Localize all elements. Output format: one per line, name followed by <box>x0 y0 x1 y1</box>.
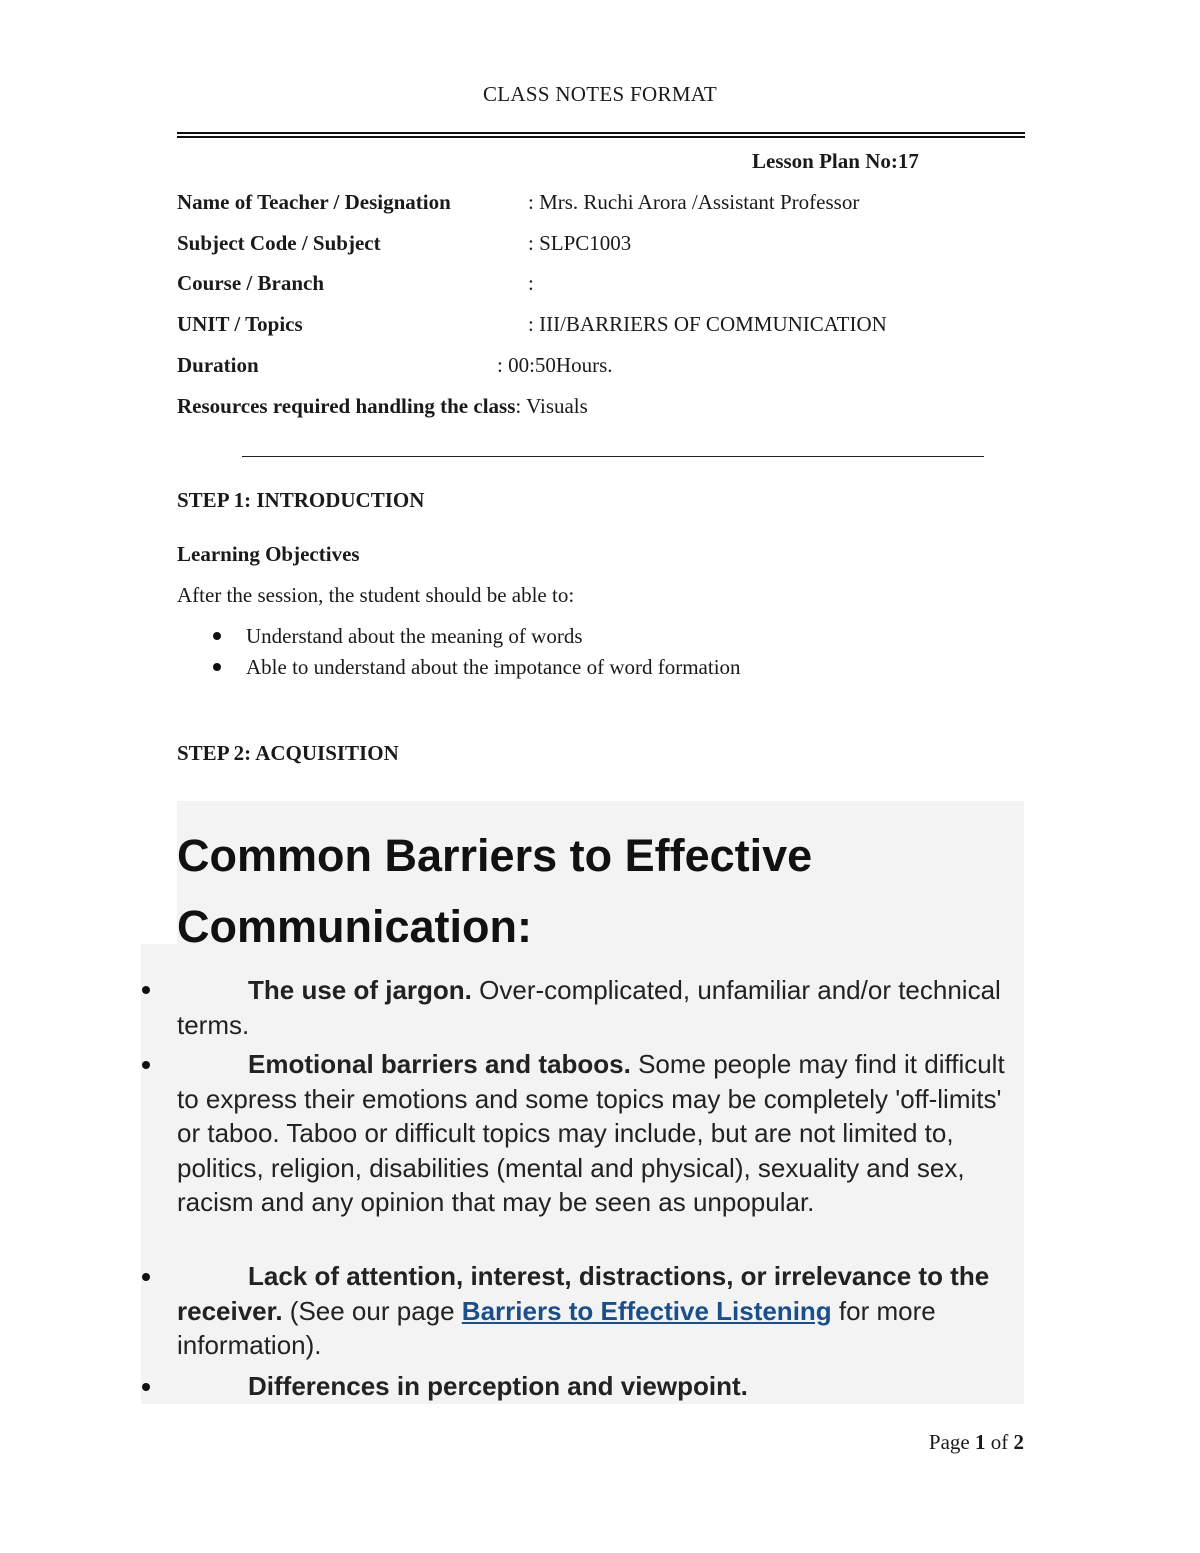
page-total: 2 <box>1013 1430 1024 1454</box>
page-of: of <box>990 1430 1009 1454</box>
barrier-title: Lack of attention, interest, distractions, or irrelevance to the receiver. <box>177 1261 990 1326</box>
barriers-heading: Common Barriers to Effective Communication: <box>177 830 813 952</box>
lesson-plan-number: Lesson Plan No:17 <box>752 149 919 173</box>
info-row-resources <box>177 394 588 419</box>
objectives-heading: Learning Objectives <box>177 542 360 566</box>
barrier-item-attention <box>177 1259 1027 1363</box>
info-row-teacher <box>177 190 860 215</box>
barrier-text: (See our page <box>282 1295 462 1326</box>
barrier-title: Emotional barriers and taboos. <box>248 1049 631 1079</box>
barrier-title: The use of jargon. <box>248 975 472 1005</box>
barrier-text: Some people may find it difficult to express their emotions and some topics may be completely 'off-limits' or taboo. Taboo or difficult topics may include, but are not limited to, politics, religion, disabilities (mental and physical), sexuality and sex, racism and any opinion that may be seen as unpopular. <box>177 1049 1005 1217</box>
info-value: : III/BARRIERS OF COMMUNICATION <box>528 312 887 336</box>
info-label: UNIT / Topics <box>177 312 303 336</box>
barrier-item-jargon <box>177 973 1027 1042</box>
barrier-text: Over-complicated, unfamiliar and/or technical terms. <box>177 975 1001 1040</box>
page-prefix: Page <box>928 1430 970 1454</box>
barrier-item-perception <box>177 1369 1027 1404</box>
objective-item <box>213 624 583 649</box>
section-divider <box>242 456 984 457</box>
info-label: Course / Branch <box>177 271 324 295</box>
barrier-item-emotional <box>177 1047 1027 1220</box>
info-label: Duration <box>177 353 259 377</box>
page-current: 1 <box>975 1430 986 1454</box>
resources-value: : Visuals <box>515 394 588 418</box>
barrier-title: Differences in perception and viewpoint. <box>248 1371 748 1401</box>
bullet-icon <box>142 1383 150 1391</box>
document-title: CLASS NOTES FORMAT <box>482 82 718 106</box>
info-value: : Mrs. Ruchi Arora /Assistant Professor <box>528 190 860 214</box>
bullet-icon <box>142 1061 150 1069</box>
page-number <box>929 1430 1024 1455</box>
header-double-rule <box>177 132 1025 138</box>
resources-label: Resources required handling the class <box>177 394 516 418</box>
bullet-icon <box>142 1273 150 1281</box>
objective-text: Understand about the meaning of words <box>246 624 583 648</box>
bullet-icon <box>213 632 221 640</box>
step1-title: STEP 1: INTRODUCTION <box>177 488 425 512</box>
info-value: : <box>528 271 534 295</box>
info-value: : 00:50Hours. <box>497 353 613 377</box>
objective-item <box>213 655 741 680</box>
barriers-listening-link[interactable]: Barriers to Effective Listening <box>461 1295 832 1326</box>
info-row-unit <box>177 312 887 337</box>
bullet-icon <box>213 663 221 671</box>
barrier-text: for more information). <box>177 1295 936 1360</box>
objective-text: Able to understand about the impotance of word formation <box>246 655 741 679</box>
objectives-intro: After the session, the student should be able to: <box>177 583 575 607</box>
info-row-duration <box>177 353 613 378</box>
info-row-subject <box>177 231 632 256</box>
info-row-course <box>177 271 534 296</box>
info-label: Name of Teacher / Designation <box>177 190 451 214</box>
info-value: : SLPC1003 <box>528 231 632 255</box>
bullet-icon <box>142 986 150 994</box>
step2-title: STEP 2: ACQUISITION <box>177 741 399 765</box>
info-label: Subject Code / Subject <box>177 231 381 255</box>
